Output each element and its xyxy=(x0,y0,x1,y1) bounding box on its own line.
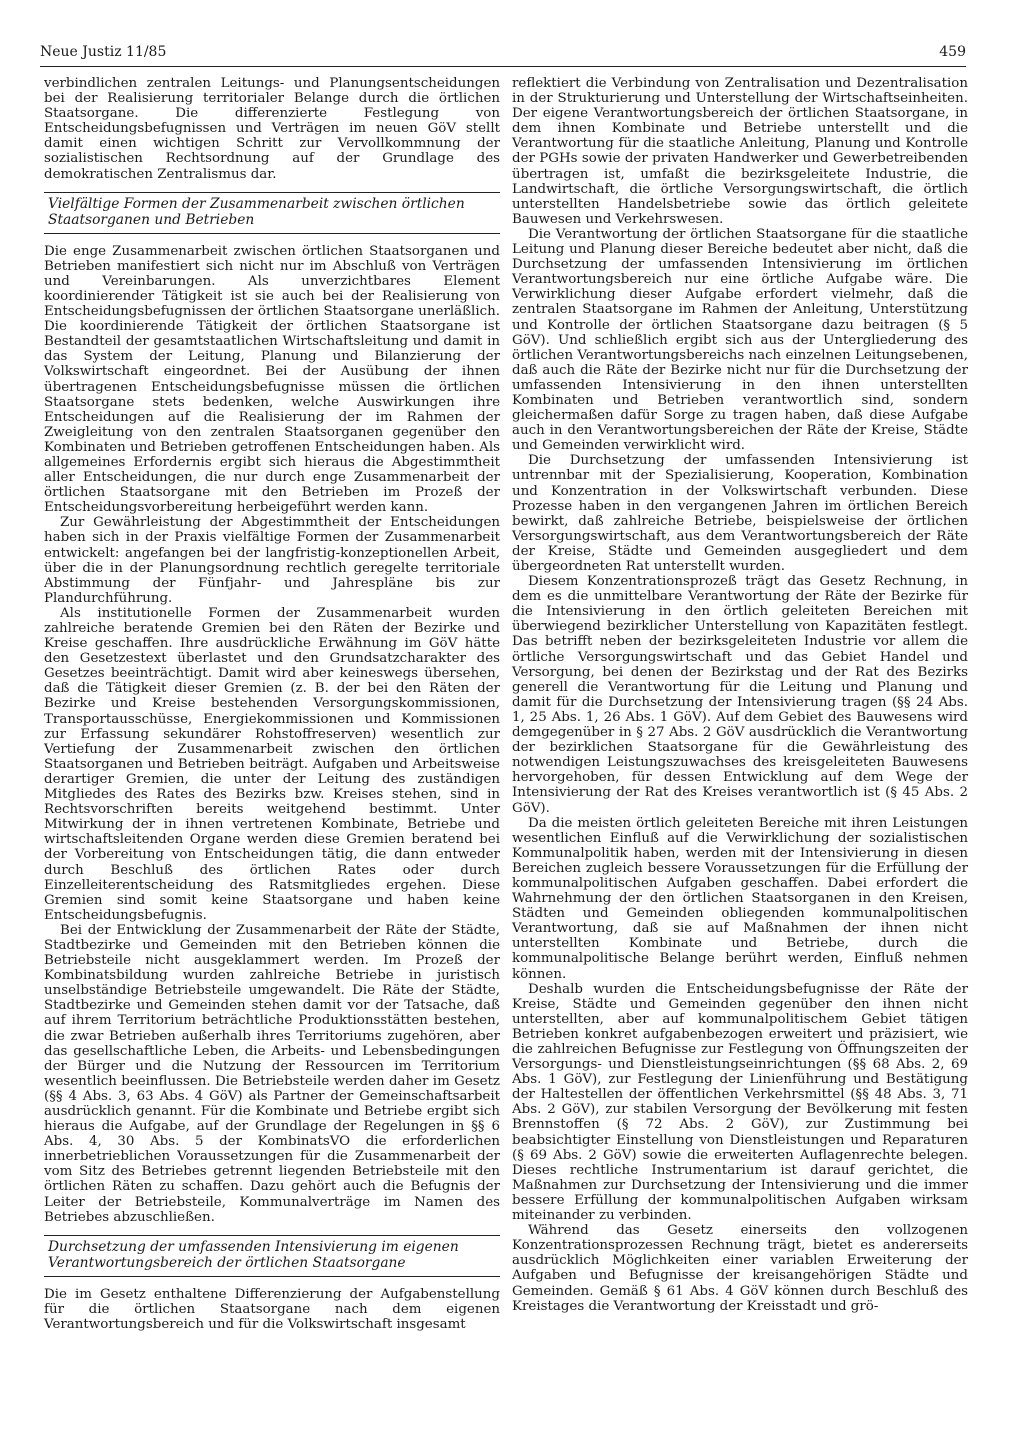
paragraph: Diesem Konzentrationsprozeß trägt das Gesetz Rechnung, in dem es die unmittelbare Verantwortung der Räte der Bezirke für die Intensivierung in den örtlich geleiteten Bereichen mit überwiegend bezirklicher Unterstellung von Kapazitäten festlegt. Das betrifft neben der bezirksgeleiteten Industrie vor allem die örtliche Versorgungswirtschaft und das Gebiet Handel und Versorgung, bei denen der Bezirkstag und der Rat des Bezirks generell die Verantwortung für die Leitung und Planung und damit für die Durchsetzung der Intensivierung tragen (§§ 24 Abs. 1, 25 Abs. 1, 26 Abs. 1 GöV). Auf dem Gebiet des Bauwesens wird demgegenüber in § 27 Abs. 2 GöV ausdrücklich die Verantwortung der bezirklichen Staatsorgane für die Gewährleistung des notwendigen Leistungszuwachses des kreisgeleiteten Bauwesens hervorgehoben, für dessen Entwicklung auf dem Wege der Intensivierung der Rat des Kreises verantwortlich ist (§ 45 Abs. 2 GöV). xyxy=(512,574,968,816)
paragraph: Während das Gesetz einerseits den vollzogenen Konzentrationsprozessen Rechnung trägt, bietet es andererseits ausdrücklich Möglichkeiten einer variablen Erweiterung der Aufgaben und Befugnisse der kreisangehörigen Städte und Gemeinden. Gemäß § 61 Abs. 4 GöV können durch Beschluß des Kreistages die Verantwortung der Kreisstadt und grö- xyxy=(512,1223,968,1314)
paragraph: reflektiert die Verbindung von Zentralisation und Dezentralisation in der Strukturierung und Unterstellung der Wirtschaftseinheiten. Der eigene Verantwortungsbereich der örtlichen Staatsorgane, in dem ihnen Kombinate und Betriebe unterstellt und die Verantwortung für die staatliche Anleitung, Planung und Kontrolle der PGHs sowie der privaten Handwerker und Gewerbetreibenden übertragen ist, umfaßt die bezirksgeleitete Industrie, die Landwirtschaft, die örtliche Versorgungswirtschaft, die örtlich unterstellten Handelsbetriebe sowie das örtlich geleitete Bauwesen und Verkehrswesen. xyxy=(512,76,968,227)
page-header xyxy=(40,44,966,68)
paragraph: Die enge Zusammenarbeit zwischen örtlichen Staatsorganen und Betrieben manifestiert sich nicht nur im Abschluß von Verträgen und Vereinbarungen. Als unverzichtbares Element koordinierender Tätigkeit ist sie auch bei der Realisierung von Entscheidungsbefugnissen der örtlichen Staatsorgane unerläßlich. Die koordinierende Tätigkeit der örtlichen Staatsorgane ist Bestandteil der gesamtstaatlichen Wirtschaftsleitung und damit in das System der Leitung, Planung und Bilanzierung der Volkswirtschaft eingeordnet. Bei der Ausübung der ihnen übertragenen Entscheidungsbefugnisse müssen die örtlichen Staatsorgane stets bedenken, welche Auswirkungen ihre Entscheidungen auf die Realisierung der im Rahmen der Zweigleitung von den zentralen Staatsorganen gegenüber den Kombinaten und Betrieben getroffenen Entscheidungen haben. Als allgemeines Erfordernis ergibt sich hieraus die Abgestimmtheit aller Entscheidungen, die nur durch enge Zusammenarbeit der örtlichen Staatsorgane mit den Betrieben im Prozeß der Entscheidungsvorbereitung herbeigeführt werden kann. xyxy=(44,243,500,516)
paragraph: Als institutionelle Formen der Zusammenarbeit wurden zahlreiche beratende Gremien bei den Räten der Bezirke und Kreise geschaffen. Ihre ausdrückliche Erwähnung im GöV hätte den Gesetzestext überlastet und den Grundsatzcharakter des Gesetzes beeinträchtigt. Damit wird aber keineswegs übersehen, daß die Tätigkeit dieser Gremien (z. B. der bei den Räten der Bezirke und Kreise bestehenden Versorgungskommissionen, Transportausschüsse, Energiekommissionen und Kommissionen zur Erfassung sekundärer Rohstoffreserven) wesentlich zur Vertiefung der Zusammenarbeit zwischen den örtlichen Staatsorganen und Betrieben beiträgt. Aufgaben und Arbeitsweise derartiger Gremien, die unter der Leitung des zuständigen Mitgliedes des Rates des Bezirks bzw. Kreises stehen, sind in Rechtsvorschriften bereits weitgehend bestimmt. Unter Mitwirkung der in ihnen vertretenen Kombinate, Betriebe und wirtschaftsleitenden Organe werden diese Gremien beratend bei der Vorbereitung von Entscheidungen tätig, die dann entweder durch Beschluß des örtlichen Rates oder durch Einzelleiterentscheidung des Ratsmitgliedes ergehen. Diese Gremien sind somit keine Staatsorgane und haben keine Entscheidungsbefugnis. xyxy=(44,605,500,923)
section-heading-box xyxy=(44,192,500,234)
section-heading-box xyxy=(44,1235,500,1277)
header-rule xyxy=(40,66,966,67)
paragraph: Bei der Entwicklung der Zusammenarbeit der Räte der Städte, Stadtbezirke und Gemeinden mit den Betrieben können die Betriebsteile nicht ausgeklammert werden. Im Prozeß der Kombinatsbildung wurden zahlreiche Betriebe in juristisch unselbständige Betriebsteile umgewandelt. Die Räte der Städte, Stadtbezirke und Gemeinden stehen damit vor der Tatsache, daß auf ihrem Territorium beträchtliche Produktionsstätten bestehen, die zwar Betrieben außerhalb ihres Territoriums zugehören, aber das gesellschaftliche Leben, die Arbeits- und Lebensbedingungen der Bürger und die Nutzung der Ressourcen im Territorium wesentlich beeinflussen. Die Betriebsteile werden daher im Gesetz (§§ 4 Abs. 3, 63 Abs. 4 GöV) als Partner der Gemeinschaftsarbeit ausdrücklich genannt. Für die Kombinate und Betriebe ergibt sich hieraus die Aufgabe, auf der Grundlage der Regelungen in §§ 6 Abs. 4, 30 Abs. 5 der KombinatsVO die erforderlichen innerbetrieblichen Voraussetzungen für die Zusammenarbeit der vom Sitz des Betriebes getrennt liegenden Betriebsteile mit den örtlichen Räten zu schaffen. Dazu gehört auch die Befugnis der Leiter der Betriebsteile, Kommunalverträge im Namen des Betriebes abzuschließen. xyxy=(44,922,500,1225)
paragraph: Da die meisten örtlich geleiteten Bereiche mit ihren Leistungen wesentlichen Einfluß auf die Verwirklichung der sozialistischen Kommunalpolitik haben, werden mit der Intensivierung in diesen Bereichen zugleich bessere Voraussetzungen für die Erfüllung der kommunalpolitischen Aufgaben geschaffen. Dabei erfordert die Wahrnehmung der den örtlichen Staatsorganen in den Kreisen, Städten und Gemeinden obliegenden kommunalpolitischen Verantwortung, daß sie auf Maßnahmen der ihnen nicht unterstellten Kombinate und Betriebe, durch die kommunalpolitische Belange berührt werden, Einfluß nehmen können. xyxy=(512,815,968,982)
page-number: 459 xyxy=(939,44,966,60)
paragraph: Die Verantwortung der örtlichen Staatsorgane für die staatliche Leitung und Planung dieser Bereiche bedeutet aber nicht, daß die Durchsetzung der umfassenden Intensivierung im örtlichen Verantwortungsbereich nur eine örtliche Aufgabe wäre. Die Verwirklichung dieser Aufgabe erfordert vielmehr, daß die zentralen Staatsorgane im Rahmen der Anleitung, Unterstützung und Kontrolle der örtlichen Staatsorgane dazu beitragen (§ 5 GöV). Und schließlich ergibt sich aus der Untergliederung des örtlichen Verantwortungsbereichs nach einzelnen Leitungsebenen, daß auch die Räte der Bezirke nicht nur für die Durchsetzung der umfassenden Intensivierung in den ihnen unterstellten Kombinaten und Betrieben verantwortlich sind, sondern gleichermaßen dafür Sorge zu tragen haben, daß diese Aufgabe auch in den Verantwortungsbereichen der Räte der Kreise, Städte und Gemeinden verwirklicht wird. xyxy=(512,226,968,454)
paragraph: Deshalb wurden die Entscheidungsbefugnisse der Räte der Kreise, Städte und Gemeinden gegenüber den ihnen nicht unterstellten, aber auf kommunalpolitischem Gebiet tätigen Betrieben konkret aufgabenbezogen erweitert und präzisiert, wie die zahlreichen Befugnisse zur Festlegung von Öffnungszeiten der Versorgungs- und Dienstleistungseinrichtungen (§§ 68 Abs. 2, 69 Abs. 1 GöV), zur Festlegung der Linienführung und Bestätigung der Haltestellen der öffentlichen Verkehrsmittel (§§ 48 Abs. 3, 71 Abs. 2 GöV), zur stabilen Versorgung der Bevölkerung mit festen Brennstoffen (§ 72 Abs. 2 GöV), zur Zustimmung bei beabsichtigter Einstellung von Dienstleistungen und Reparaturen (§ 69 Abs. 2 GöV) sowie die erweiterten Auflagenrechte belegen. Dieses rechtliche Instrumentarium ist darauf gerichtet, die Maßnahmen zur Durchsetzung der Intensivierung und die immer bessere Erfüllung der kommunalpolitischen Aufgaben wirksam miteinander zu verbinden. xyxy=(512,981,968,1224)
paragraph: Die Durchsetzung der umfassenden Intensivierung ist untrennbar mit der Spezialisierung, Kooperation, Kombination und Konzentration in der Volkswirtschaft verbunden. Diese Prozesse haben in den vergangenen Jahren im örtlichen Bereich bewirkt, daß zahlreiche Betriebe, beispielsweise der örtlichen Versorgungswirtschaft, aus dem Verantwortungsbereich der Räte der Kreise, Städte und Gemeinden ausgegliedert und dem übergeordneten Rat unterstellt wurden. xyxy=(512,453,968,574)
left-column xyxy=(44,76,500,1332)
paragraph: Die im Gesetz enthaltene Differenzierung der Aufgabenstellung für die örtlichen Staatsorgane nach dem eigenen Verantwortungsbereich und für die Volkswirtschaft insgesamt xyxy=(44,1286,500,1332)
journal-title: Neue Justiz 11/85 xyxy=(40,44,167,60)
section-heading: Vielfältige Formen der Zusammenarbeit zwischen örtlichen Staatsorganen und Betrieben xyxy=(48,195,465,228)
section-heading: Durchsetzung der umfassenden Intensivierung im eigenen Verantwortungsbereich der örtlichen Staatsorgane xyxy=(48,1238,459,1271)
paragraph: verbindlichen zentralen Leitungs- und Planungsentscheidungen bei der Realisierung territorialer Belange durch die örtlichen Staatsorgane. Die differenzierte Festlegung von Entscheidungsbefugnissen und Verträgen im neuen GöV stellt damit einen wichtigen Schritt zur Vervollkommnung der sozialistischen Rechtsordnung auf der Grundlage des demokratischen Zentralismus dar. xyxy=(44,76,500,182)
paragraph: Zur Gewährleistung der Abgestimmtheit der Entscheidungen haben sich in der Praxis vielfältige Formen der Zusammenarbeit entwickelt: angefangen bei der langfristig-konzeptionellen Arbeit, über die in der Planungsordnung rechtlich geregelte territoriale Abstimmung der Fünfjahr- und Jahrespläne bis zur Plandurchführung. xyxy=(44,515,500,606)
right-column xyxy=(512,76,968,1314)
